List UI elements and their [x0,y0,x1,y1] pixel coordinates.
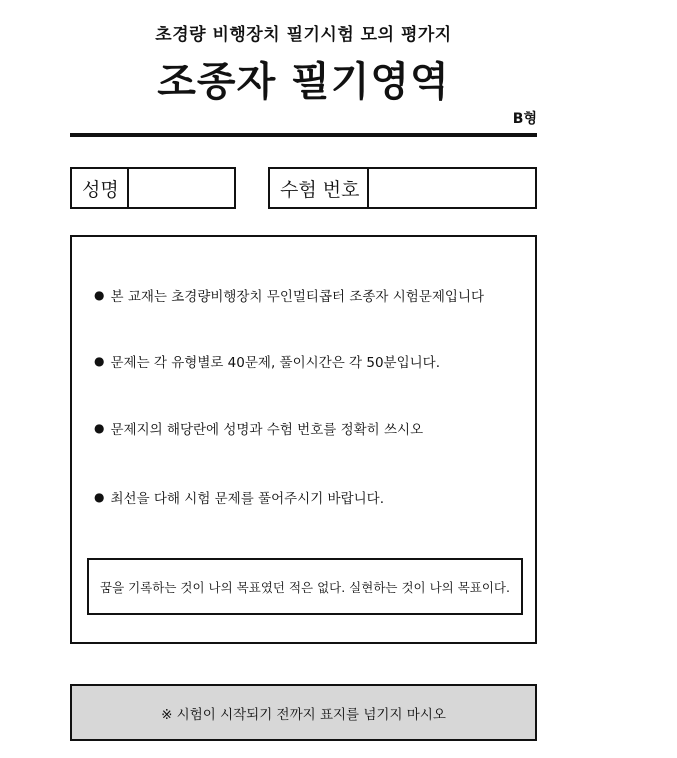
quote-box [87,558,523,615]
instruction-item [94,285,484,305]
name-label: 성명 [72,169,129,207]
warning-banner [70,684,537,741]
header-divider [70,133,537,137]
quote-text: 꿈을 기록하는 것이 나의 목표였던 적은 없다. 실현하는 것이 나의 목표이다. [100,579,510,595]
bullet-icon: ● [94,354,105,368]
exam-subtitle: 초경량 비행장치 필기시험 모의 평가지 [155,25,452,45]
exam-type-label: B형 [512,111,537,127]
warning-text: ※ 시험이 시작되기 전까지 표지를 넘기지 마시오 [161,706,446,723]
exam-title: 조종자 필기영역 [157,59,450,105]
instructions-box [70,235,537,644]
instruction-text: 최선을 다해 시험 문제를 풀어주시기 바랍니다. [110,491,385,507]
bullet-icon: ● [94,421,105,435]
name-input-area[interactable] [129,169,234,207]
instruction-item [94,487,384,507]
bullet-icon: ● [94,288,105,302]
instruction-text: 문제는 각 유형별로 40문제, 풀이시간은 각 50분입니다. [110,355,440,371]
instruction-text: 문제지의 해당란에 성명과 수험 번호를 정확히 쓰시오 [110,422,424,438]
name-field[interactable] [70,167,236,209]
instruction-item [94,351,440,371]
exam-number-field[interactable] [268,167,537,209]
instruction-item [94,418,423,438]
exam-number-input-area[interactable] [369,169,535,207]
instruction-text: 본 교재는 초경량비행장치 무인멀티콥터 조종자 시험문제입니다 [110,289,485,305]
bullet-icon: ● [94,490,105,504]
exam-number-label: 수험 번호 [270,169,369,207]
